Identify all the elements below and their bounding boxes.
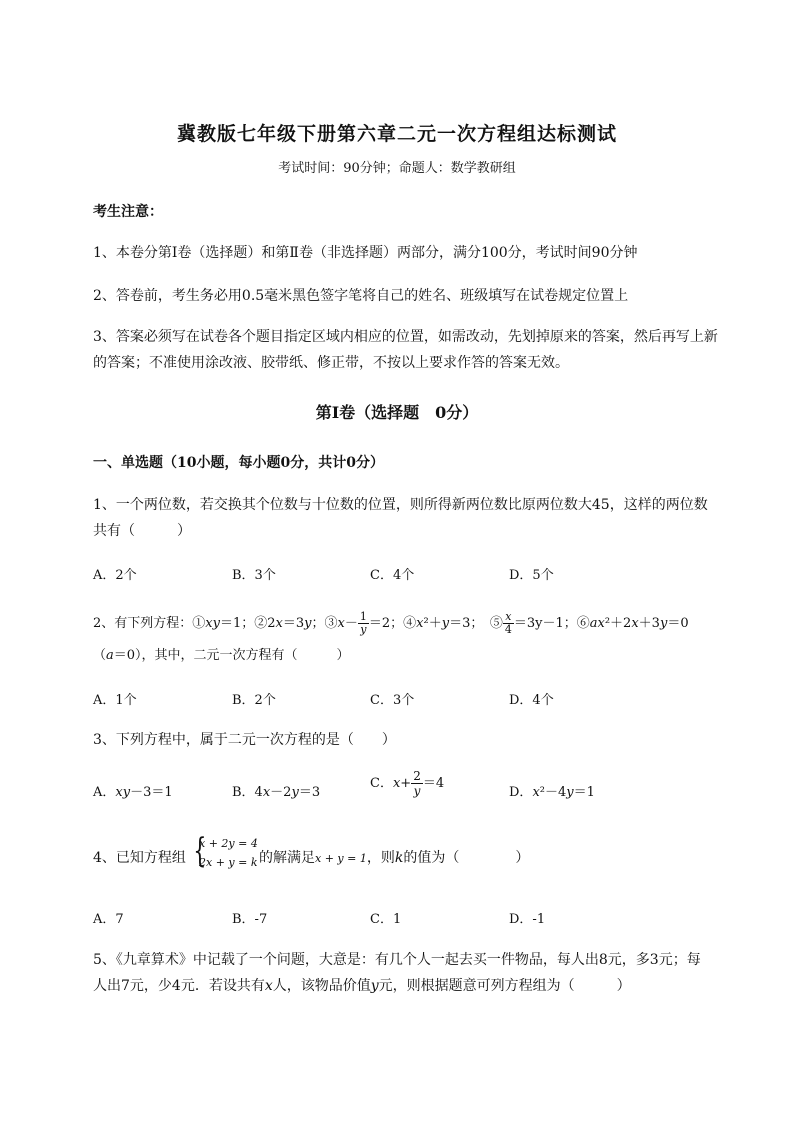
- notice-item: 2、答卷前，考生务必用0.5毫米黑色签字笔将自己的姓名、班级填写在试卷规定位置上: [93, 288, 629, 304]
- question-2-option-b: B．2个: [232, 693, 276, 708]
- q2-text: ＝2；④: [368, 616, 417, 631]
- q2-math: x: [416, 616, 424, 631]
- option-text: ²－4: [539, 785, 567, 800]
- option-text: ＝1: [573, 785, 595, 800]
- q2-text: ＋3: [638, 616, 660, 631]
- question-3-option-b: [232, 781, 320, 800]
- question-4-option-b: B．-7: [232, 912, 268, 927]
- page-title: 冀教版七年级下册第六章二元一次方程组达标测试: [176, 123, 617, 145]
- question-2-option-a: A．1个: [93, 693, 137, 708]
- q2-math: x: [275, 616, 283, 631]
- question-4-text: [259, 847, 529, 867]
- question-2-option-c: C．3个: [370, 693, 415, 708]
- option-math: x: [532, 785, 540, 800]
- exam-info: 考试时间：90分钟；命题人：数学教研组: [278, 161, 516, 176]
- q4-text: 的解满足: [259, 850, 315, 866]
- q2-text: ＝3: [282, 616, 305, 631]
- equation-system: [189, 831, 259, 874]
- q4-math: x + y = 1: [315, 852, 367, 865]
- q2-text: ²＋2: [604, 616, 632, 631]
- q2-text: ＝0: [667, 616, 689, 631]
- q2-math: y: [659, 616, 668, 631]
- q4-text: ，则: [366, 850, 395, 866]
- question-2-equations: [93, 611, 689, 636]
- q2-text: （: [93, 648, 107, 663]
- q5-math: x: [264, 978, 273, 994]
- option-text: ＝4: [422, 776, 445, 791]
- fraction-denominator: y: [413, 784, 421, 798]
- q2-fraction: [503, 611, 514, 636]
- option-label: B．4: [232, 785, 263, 800]
- q2-text: ；③: [311, 616, 338, 631]
- question-5-text: [93, 975, 631, 995]
- q2-text: ²＋: [423, 616, 442, 631]
- option-fraction: [411, 769, 423, 798]
- question-4-option-c: C．1: [370, 912, 402, 927]
- option-text: －2: [270, 785, 292, 800]
- question-3-text: 3、下列方程中，属于二元一次方程的是（ ）: [93, 732, 396, 748]
- q4-text: 的值为（ ）: [403, 850, 530, 866]
- q2-text: －: [344, 616, 358, 631]
- q2-text: 2、有下列方程：①: [93, 616, 206, 631]
- question-4-option-a: A．7: [93, 912, 124, 927]
- option-math: y: [566, 785, 574, 800]
- question-2-text: [93, 644, 350, 663]
- option-label: A．: [93, 785, 116, 800]
- notice-heading: 考生注意：: [93, 204, 163, 220]
- option-text: －3＝1: [130, 785, 173, 800]
- fraction-numerator: 2: [413, 769, 421, 783]
- option-label: C．: [370, 776, 393, 791]
- system-equation-1: x + 2y = 4: [199, 837, 258, 850]
- q2-text: ＝3y－1；⑥: [513, 616, 590, 631]
- q2-math: xy: [205, 616, 220, 631]
- option-text: ＝3: [298, 785, 321, 800]
- option-math: x: [392, 776, 401, 791]
- q5-math: y: [370, 978, 379, 994]
- q4-math: k: [394, 850, 404, 866]
- option-math: y: [291, 785, 299, 800]
- question-3-option-c: [370, 769, 444, 798]
- question-1-option-d: D．5个: [509, 568, 554, 583]
- question-1-text: 1、一个两位数，若交换其个位数与十位数的位置，则所得新两位数比原两位数大45，这样的两位数: [93, 497, 708, 513]
- fraction-numerator: 1: [359, 610, 367, 623]
- question-5-text: 5、《九章算术》中记载了一个问题，大意是：有几个人一起去买一件物品，每人出8元，多3元；每: [93, 952, 701, 968]
- brace-icon: {: [193, 831, 207, 871]
- q2-text: ＝3； ⑤: [449, 616, 503, 631]
- fraction-denominator: 4: [504, 623, 512, 636]
- option-math: x: [262, 785, 271, 800]
- notice-item: 的答案；不准使用涂改液、胶带纸、修正带，不按以上要求作答的答案无效。: [93, 355, 569, 371]
- option-text: +: [400, 776, 412, 791]
- q2-math: y: [304, 616, 312, 631]
- q2-fraction: [358, 611, 369, 636]
- question-1-option-b: B．3个: [232, 568, 276, 583]
- fraction-denominator: y: [360, 623, 367, 636]
- question-4-option-d: D．-1: [509, 912, 546, 927]
- q2-text: ＝1；②2: [219, 616, 276, 631]
- question-2-option-d: D．4个: [509, 693, 554, 708]
- q2-math: x: [631, 616, 639, 631]
- q5-text: 元，则根据题意可列方程组为（ ）: [378, 978, 631, 994]
- question-3-option-a: [93, 781, 173, 800]
- q2-math: x: [337, 616, 345, 631]
- q5-text: 人，该物品价值: [272, 978, 371, 994]
- option-label: D．: [509, 785, 533, 800]
- section-title: 第Ⅰ卷（选择题 0分）: [315, 403, 479, 422]
- question-1-option-a: A．2个: [93, 568, 137, 583]
- question-4-prefix: 4、已知方程组: [93, 850, 186, 866]
- q5-text: 人出7元，少4元．若设共有: [93, 978, 265, 994]
- system-equation-2: 2x + y = k: [199, 856, 258, 869]
- q2-text: ＝0），其中，二元一次方程有（ ）: [113, 648, 350, 663]
- fraction-numerator: x: [503, 611, 514, 624]
- question-1-option-c: C．4个: [370, 568, 415, 583]
- notice-item: 1、本卷分第Ⅰ卷（选择题）和第Ⅱ卷（非选择题）两部分，满分100分，考试时间90分钟: [93, 245, 638, 261]
- q2-math: a: [106, 648, 114, 663]
- q2-math: y: [441, 616, 450, 631]
- question-1-text: 共有（ ）: [93, 523, 191, 539]
- q2-math: ax: [589, 616, 605, 631]
- part-heading: 一、单选题（10小题，每小题0分，共计0分）: [93, 455, 384, 471]
- notice-item: 3、答案必须写在试卷各个题目指定区域内相应的位置，如需改动，先划掉原来的答案，然后再写上新: [93, 329, 718, 345]
- question-3-option-d: [509, 781, 595, 800]
- option-math: xy: [115, 785, 131, 800]
